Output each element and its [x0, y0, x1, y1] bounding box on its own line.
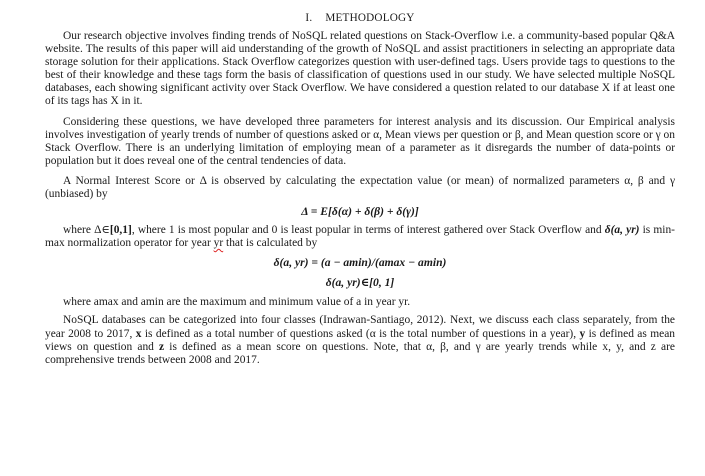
section-number: I. — [305, 12, 313, 24]
equation-delta: Δ = E[δ(α) + δ(β) + δ(γ)] — [301, 205, 419, 219]
paragraph-normalization: where Δ∈[0,1], where 1 is most popular and 0 is least popular in terms of interest gathered over Stack Overflow and δ(a, yr) is min-max normalization operator for year yr that is calculated by — [45, 224, 675, 250]
paragraph-nosql-classes: NoSQL databases can be categorized into four classes (Indrawan-Santiago, 2012). Next, we discuss each class separately, from the year 2008 to 2017, x is defined as a total number of questions asked (α is the total number of questions in a year), y is defined as mean views on question and z is defined as a mean score on questions. Note, that α, β, and γ are yearly trends while x, y, and z are comprehensive trends between 2008 and 2017. — [45, 314, 675, 366]
equation-normalization: δ(a, yr) = (a − amin)/(amax − amin) — [273, 256, 447, 270]
paragraph-interest-score: A Normal Interest Score or Δ is observed by calculating the expectation value (or mean) of normalized parameters α, β and γ (unbiased) by — [45, 174, 675, 201]
section-title: METHODOLOGY — [325, 12, 415, 24]
paragraph-parameters: Considering these questions, we have developed three parameters for interest analysis and its discussion. Our Empirical analysis involves investigation of yearly trends of number of questions asked or α, Mean views per question or β, and Mean question score or γ on Stack Overflow. There is an underlying limitation of employing mean of a parameter as it disregards the number of data-points or population but it does reveal one of the central tendencies of data. — [45, 115, 675, 167]
spellcheck-flag-yr: yr — [213, 237, 224, 250]
paragraph-amax-amin: where amax and amin are the maximum and minimum value of a in year yr. — [63, 296, 411, 309]
section-heading — [45, 12, 675, 24]
paragraph-research-objective: Our research objective involves finding trends of NoSQL related questions on Stack-Overflow i.e. a community-based popular Q&A website. The results of this paper will aid understanding of the growth of NoSQL and assist practitioners in selecting an appropriate data storage solution for their applications. Stack Overflow categorizes question with user-defined tags. Users provide tags to questions to the best of their knowledge and these tags form the basis of classification of questions used in our study. We have selected multiple NoSQL databases, each showing significant activity over Stack Overflow. We have considered a question related to our database X if at least one of its tags has X in it. — [45, 30, 675, 108]
equation-range: δ(a, yr)∈[0, 1] — [325, 276, 395, 290]
